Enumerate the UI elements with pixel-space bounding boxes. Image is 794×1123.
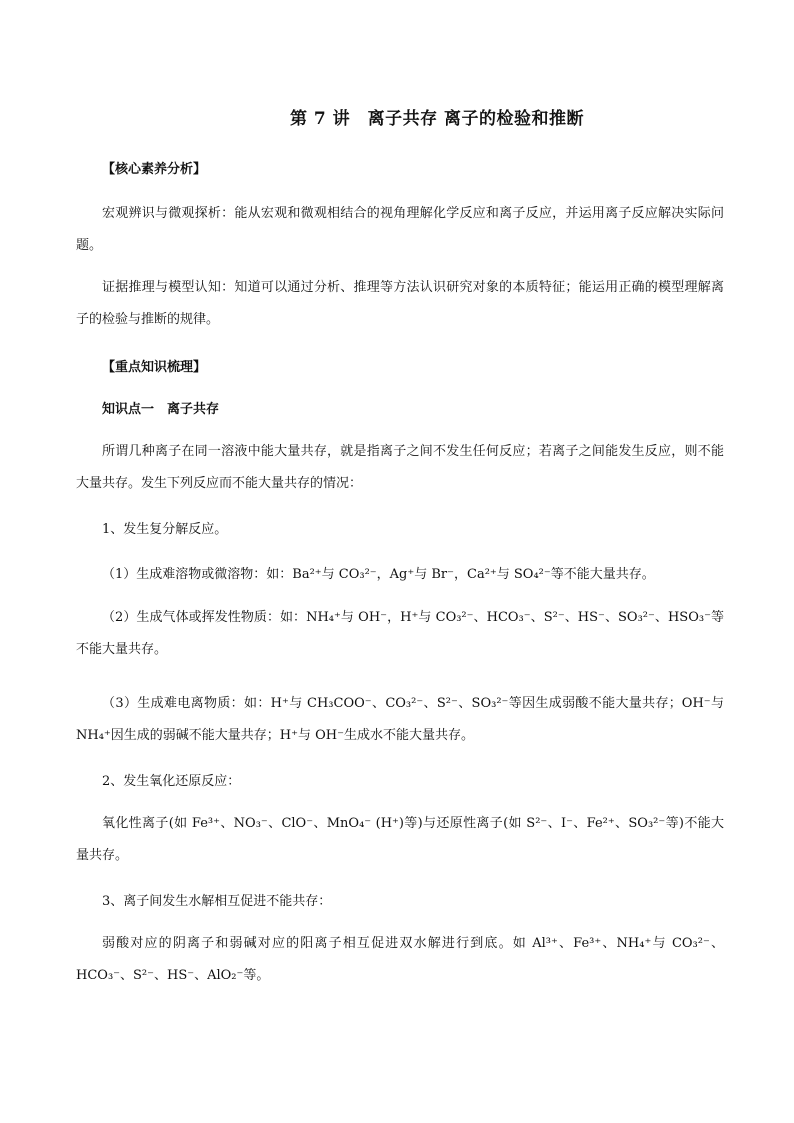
item-hydrolysis: 3、离子间发生水解相互促进不能共存： xyxy=(102,894,332,909)
paragraph-macro-micro: 宏观辨识与微观探析：能从宏观和微观相结合的视角理解化学反应和离子反应，并运用离子反应解决实际问题。 xyxy=(76,206,724,253)
section-heading-key-knowledge: 【重点知识梳理】 xyxy=(102,360,207,375)
subitem-precipitate: （1）生成难溶物或微溶物：如：Ba²⁺与 CO₃²⁻，Ag⁺与 Br⁻，Ca²⁺与 SO₄²⁻等不能大量共存。 xyxy=(102,567,655,582)
section-heading-core-literacy: 【核心素养分析】 xyxy=(102,162,207,177)
paragraph-hydrolysis: 弱酸对应的阴离子和弱碱对应的阳离子相互促进双水解进行到底。如 Al³⁺、Fe³⁺、NH₄⁺与 CO₃²⁻、HCO₃⁻、S²⁻、HS⁻、AlO₂⁻等。 xyxy=(76,936,724,983)
paragraph-evidence-model: 证据推理与模型认知：知道可以通过分析、推理等方法认识研究对象的本质特征；能运用正确的模型理解离子的检验与推断的规律。 xyxy=(76,280,724,327)
page-title: 第 7 讲 离子共存 离子的检验和推断 xyxy=(289,109,585,129)
item-double-decomposition: 1、发生复分解反应。 xyxy=(102,522,228,537)
paragraph-intro: 所谓几种离子在同一溶液中能大量共存，就是指离子之间不发生任何反应；若离子之间能发生反应，则不能大量共存。发生下列反应而不能大量共存的情况： xyxy=(76,444,724,491)
subitem-gas: （2）生成气体或挥发性物质：如：NH₄⁺与 OH⁻，H⁺与 CO₃²⁻、HCO₃⁻、S²⁻、HS⁻、SO₃²⁻、HSO₃⁻等不能大量共存。 xyxy=(76,610,724,657)
subitem-weak-electrolyte: （3）生成难电离物质：如：H⁺与 CH₃COO⁻、CO₃²⁻、S²⁻、SO₃²⁻等因生成弱酸不能大量共存；OH⁻与 NH₄⁺因生成的弱碱不能大量共存；H⁺与 OH⁻生成水不能大量共存。 xyxy=(76,696,724,743)
item-redox: 2、发生氧化还原反应： xyxy=(102,774,241,789)
knowledge-point-heading: 知识点一 离子共存 xyxy=(102,402,220,417)
paragraph-redox: 氧化性离子(如 Fe³⁺、NO₃⁻、ClO⁻、MnO₄⁻ (H⁺)等)与还原性离子(如 S²⁻、I⁻、Fe²⁺、SO₃²⁻等)不能大量共存。 xyxy=(76,816,724,863)
